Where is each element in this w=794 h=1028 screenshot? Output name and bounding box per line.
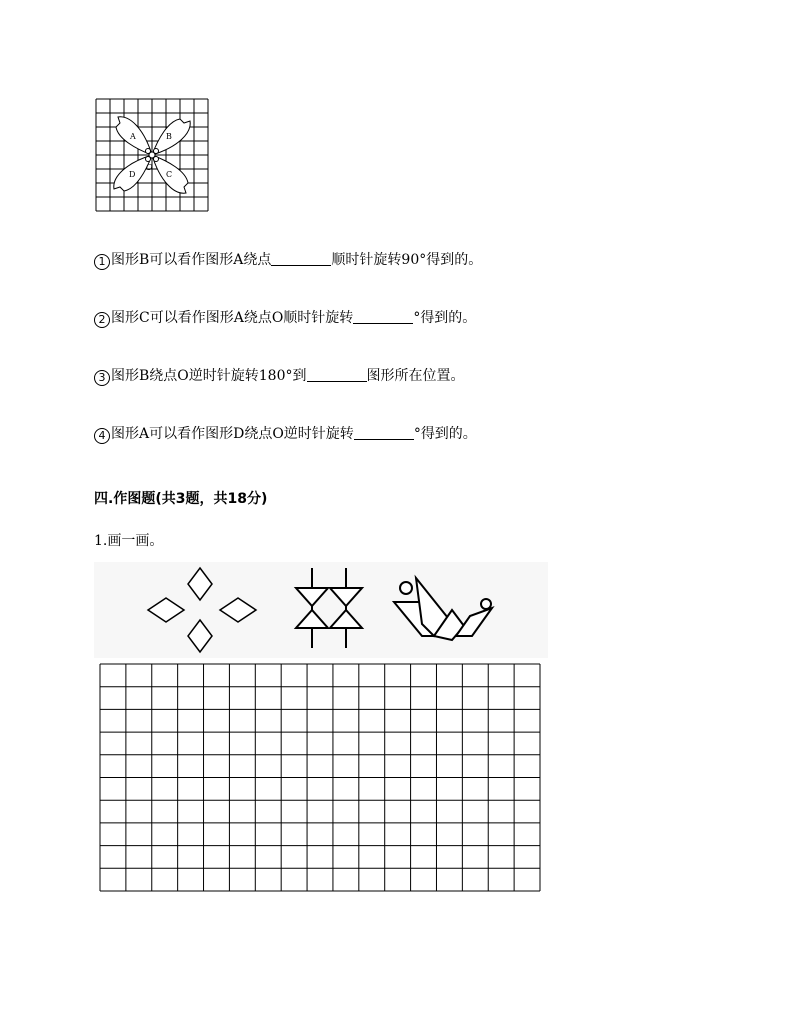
answer-blank[interactable] [271,251,331,266]
pattern-figures [94,562,548,658]
label-b: B [166,132,172,141]
question-text: 顺时针旋转90°得到的。 [331,252,483,268]
question-text: 图形B可以看作图形A绕点 [111,252,272,268]
label-a: A [130,132,136,141]
question-text: °得到的。 [413,310,477,326]
question-number: 2 [94,312,110,328]
label-o: O [146,163,153,172]
question-3 [94,366,465,386]
question-number: 4 [94,428,110,444]
question-text: 图形A可以看作图形D绕点O逆时针旋转 [111,426,354,442]
question-text: 图形所在位置。 [366,368,465,384]
question-number: 3 [94,370,110,386]
question-4 [94,424,477,444]
section-title: 四.作图题(共3题，共18分) [94,491,268,507]
drawing-grid[interactable] [100,664,540,891]
answer-blank[interactable] [353,309,413,324]
label-d: D [129,170,136,179]
answer-blank[interactable] [354,425,414,440]
question-2 [94,308,476,328]
question-number: 1 [94,254,110,270]
question-text: 图形C可以看作图形A绕点O顺时针旋转 [111,310,354,326]
task-title: 1.画一画。 [94,533,164,549]
question-text: °得到的。 [413,426,477,442]
label-c: C [166,170,173,179]
question-text: 图形B绕点O逆时针旋转180°到 [111,368,307,384]
answer-blank[interactable] [307,367,367,382]
flower-grid-figure [96,99,208,211]
question-1 [94,250,482,270]
